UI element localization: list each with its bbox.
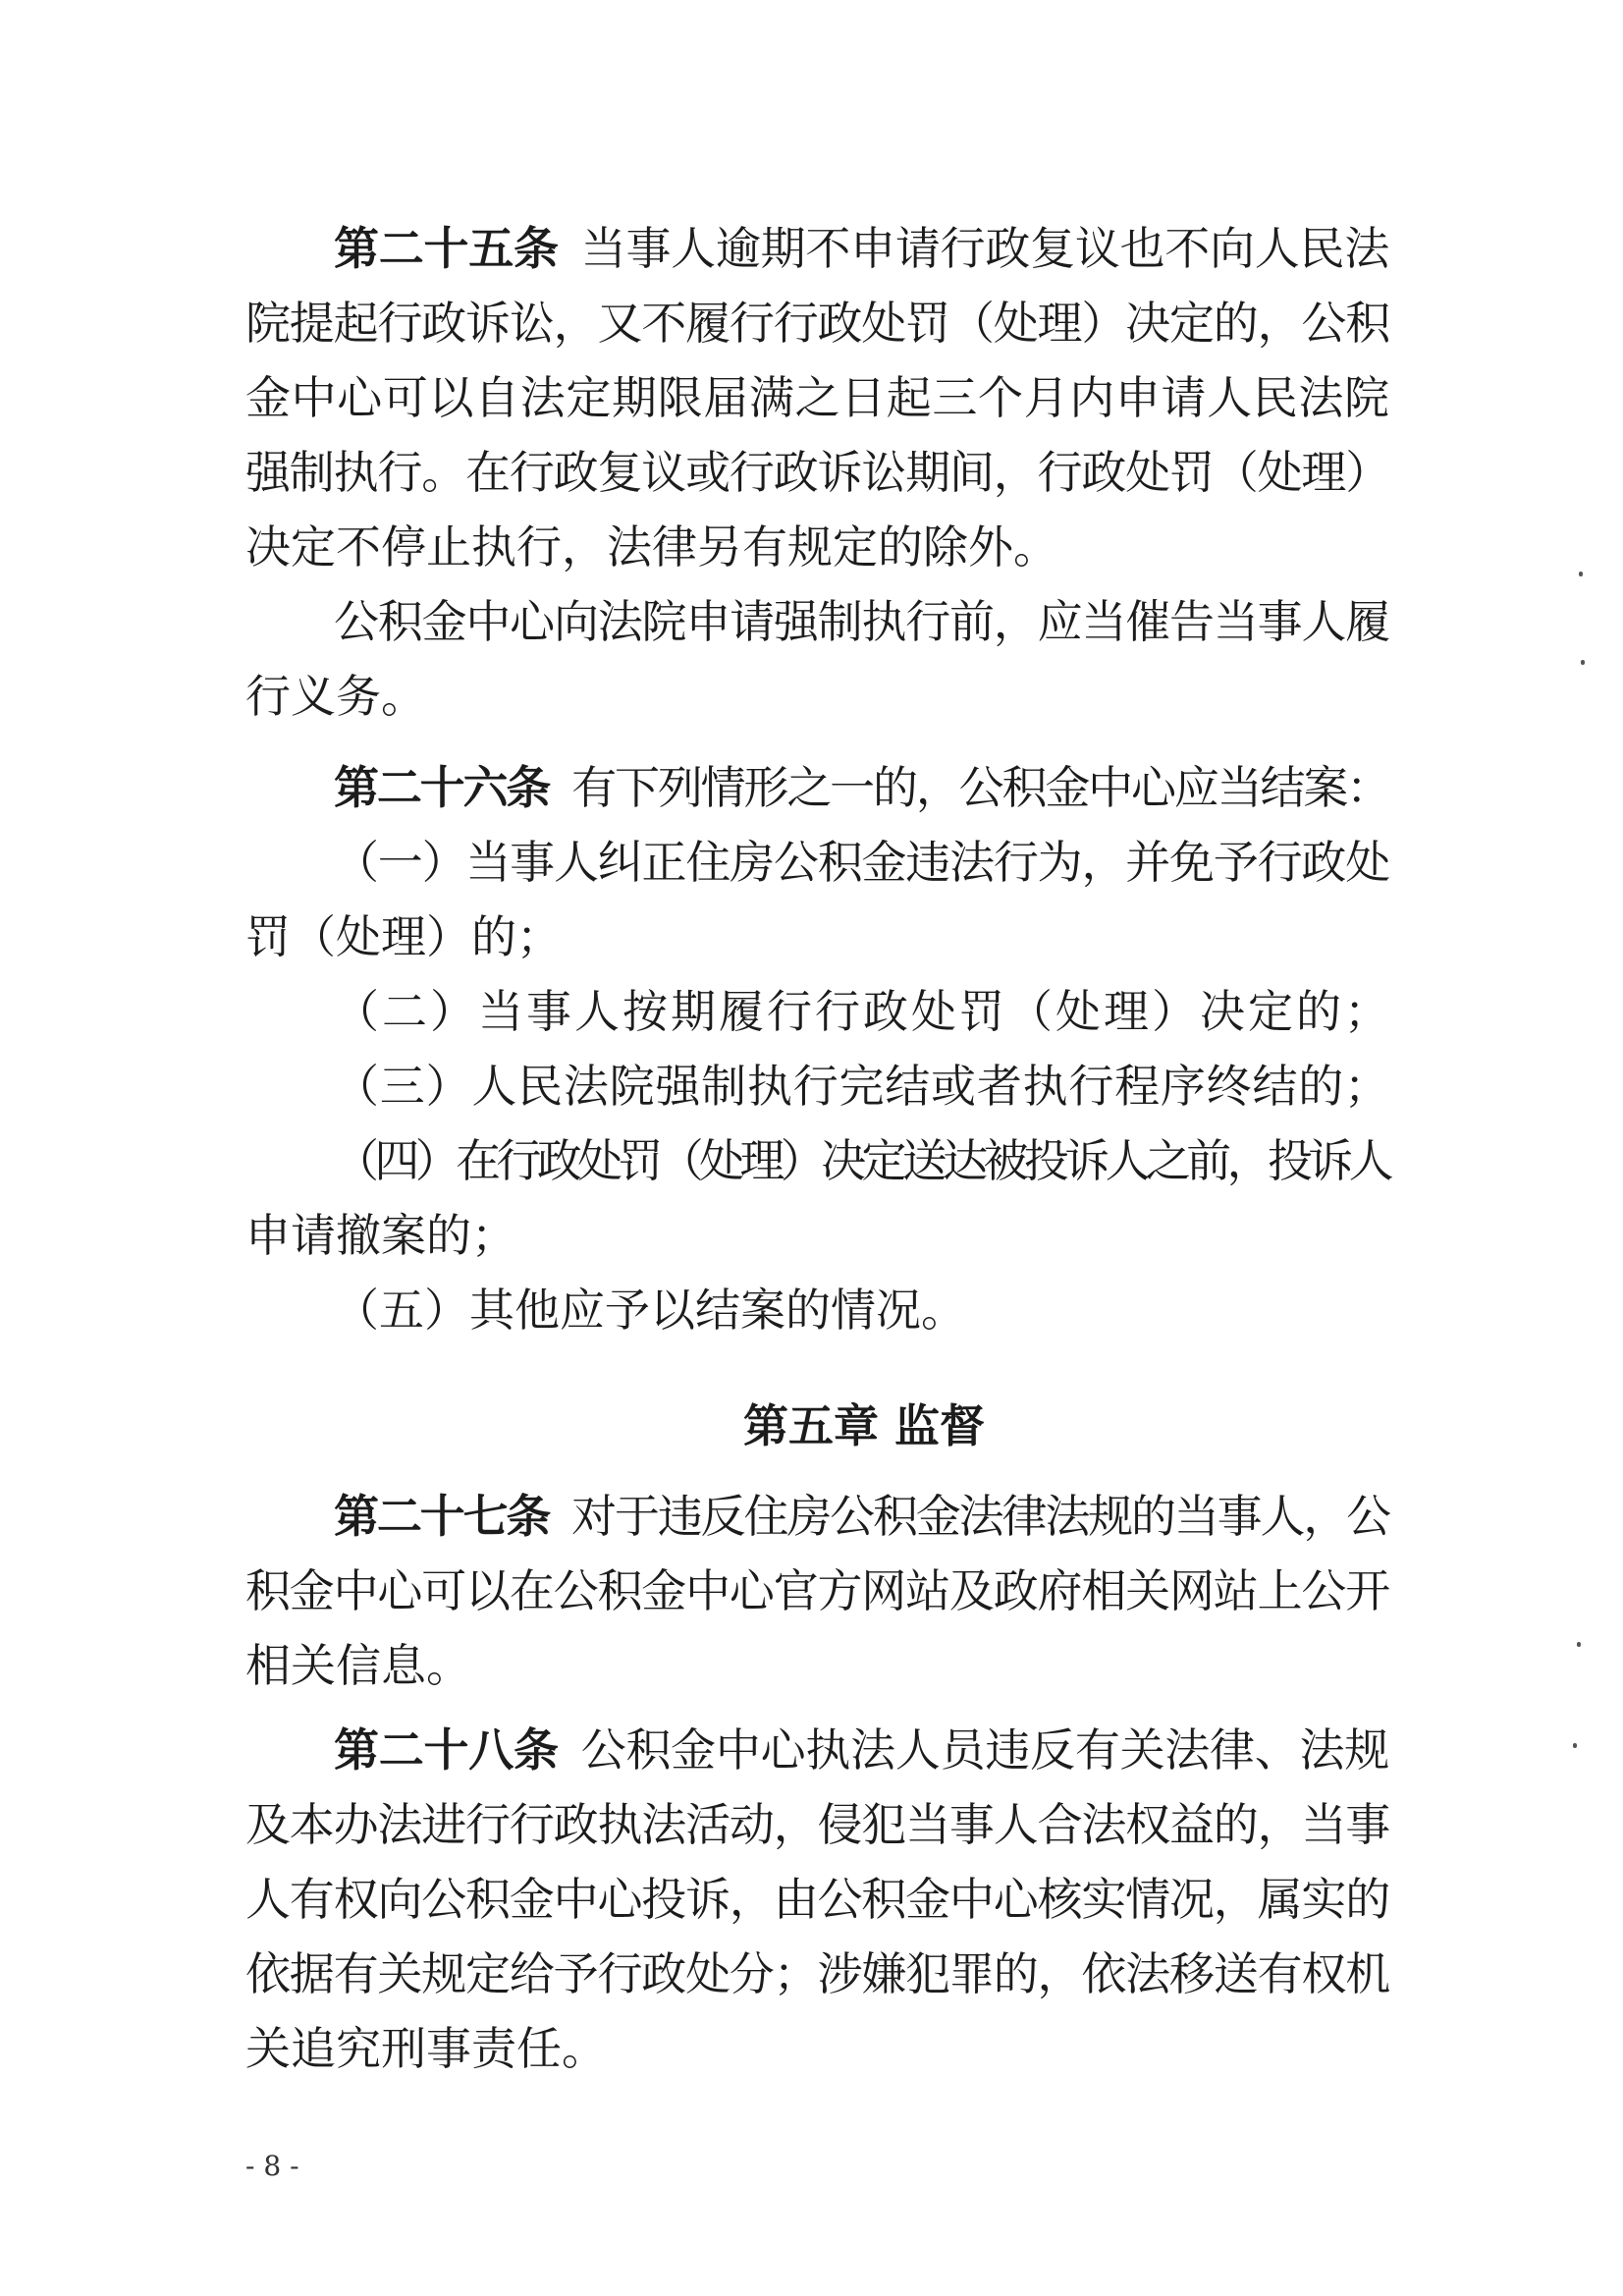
line-06 [0, 590, 1623, 653]
line-07-text: 行义务。 [245, 670, 426, 723]
page-number: - 8 - [245, 2150, 299, 2182]
line-24-text: 关追究刑事责任。 [245, 2022, 607, 2075]
line-15-text: （五）其他应予以结案的情况。 [334, 1284, 966, 1337]
scan-speck [1579, 572, 1583, 576]
line-22-text: 人有权向公积金中心投诉，由公积金中心核实情况，属实的 [245, 1873, 1389, 1926]
line-05-text: 决定不停止执行，法律另有规定的除外。 [245, 520, 1058, 574]
line-14-text: 申请撤案的； [245, 1209, 516, 1262]
line-01 [0, 217, 1623, 280]
line-21-text: 及本办法进行行政执法活动，侵犯当事人合法权益的，当事 [245, 1798, 1389, 1851]
line-03-text: 金中心可以自法定期限届满之日起三个月内申请人民法院 [245, 371, 1390, 424]
line-04-text: 强制执行。在行政复议或行政诉讼期间，行政处罚（处理） [245, 446, 1389, 499]
line-19-text: 相关信息。 [245, 1639, 471, 1692]
line-23-text: 依据有关规定给予行政处分；涉嫌犯罪的，依法移送有权机 [245, 1947, 1389, 2000]
chapter-heading [0, 1394, 1623, 1457]
article-27-heading: 第二十七条 [334, 1490, 550, 1543]
line-14 [0, 1204, 1623, 1267]
scan-speck [1577, 1642, 1581, 1647]
line-05 [0, 516, 1623, 578]
line-09 [0, 831, 1623, 894]
article-25-heading: 第二十五条 [334, 222, 559, 275]
article-28-heading: 第二十八条 [334, 1723, 559, 1777]
line-11 [0, 980, 1623, 1043]
line-12-text: （三）人民法院强制执行完结或者执行程序终结的； [334, 1060, 1390, 1113]
line-17 [0, 1485, 1623, 1548]
line-03 [0, 366, 1623, 429]
line-08 [0, 756, 1623, 819]
line-02-text: 院提起行政诉讼，又不履行行政处罚（处理）决定的，公积 [245, 297, 1389, 350]
line-18-text: 积金中心可以在公积金中心官方网站及政府相关网站上公开 [245, 1564, 1389, 1617]
article-26-heading: 第二十六条 [334, 761, 550, 814]
line-08-text: 第二十六条 有下列情形之一的，公积金中心应当结案： [334, 761, 1390, 814]
line-17-text: 第二十七条 对于违反住房公积金法律法规的当事人，公 [334, 1490, 1390, 1543]
line-15 [0, 1279, 1623, 1341]
line-10 [0, 905, 1623, 968]
chapter-title: 第五章 监督 [743, 1399, 986, 1452]
line-04 [0, 441, 1623, 504]
line-20 [0, 1719, 1623, 1781]
line-06-text: 公积金中心向法院申请强制执行前，应当催告当事人履 [334, 595, 1390, 648]
scan-speck [1573, 1743, 1577, 1748]
line-09-text: （一）当事人纠正住房公积金违法行为，并免予行政处 [334, 836, 1390, 889]
line-13-text: （四）在行政处罚（处理）决定送达被投诉人之前，投诉人 [334, 1134, 1390, 1187]
line-12 [0, 1055, 1623, 1118]
line-10-text: 罚（处理）的； [245, 910, 562, 963]
line-19 [0, 1634, 1623, 1697]
line-23 [0, 1942, 1623, 2005]
line-24 [0, 2017, 1623, 2080]
line-21 [0, 1793, 1623, 1856]
line-01-text: 第二十五条 当事人逾期不申请行政复议也不向人民法 [334, 222, 1390, 275]
line-18 [0, 1559, 1623, 1622]
line-20-text: 第二十八条 公积金中心执法人员违反有关法律、法规 [334, 1723, 1390, 1777]
line-02 [0, 292, 1623, 355]
line-22 [0, 1868, 1623, 1931]
line-11-text: （二）当事人按期履行行政处罚（处理）决定的； [334, 985, 1392, 1038]
line-13 [0, 1129, 1623, 1192]
line-07 [0, 665, 1623, 728]
scan-speck [1581, 660, 1585, 665]
